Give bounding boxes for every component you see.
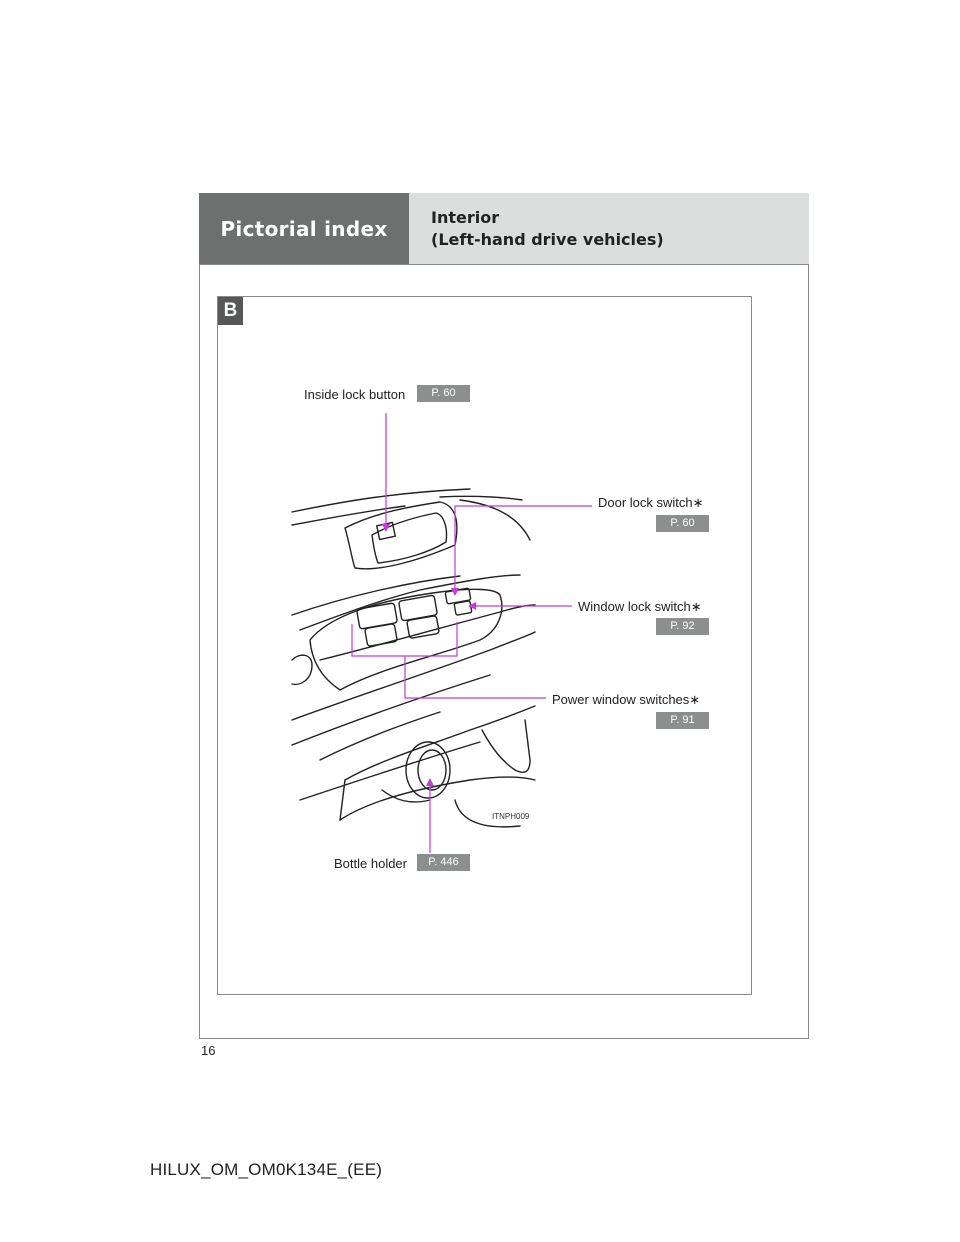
power-window-page-ref[interactable]: P. 91 [656,712,709,729]
power-window-label: Power window switches∗ [552,692,701,707]
door-pocket [345,706,535,780]
page-number: 16 [201,1043,216,1058]
upper-trim-line [292,489,470,512]
leader-door-lock-arrow [451,588,459,596]
window-lock-page-ref[interactable]: P. 92 [656,618,709,635]
window-lock-switch-shape [454,601,472,616]
leader-power-window [405,656,546,698]
lower-curve [300,742,480,800]
lower-trim-3 [320,712,440,760]
section-letter-badge: B [218,297,243,325]
bottle-holder-base [382,790,430,802]
armrest-edge [292,576,460,615]
handle-inner [372,513,447,563]
window-switch-1 [357,603,398,647]
inside-lock-page-ref[interactable]: P. 60 [417,385,470,402]
subtitle-line-1: Interior [431,207,500,227]
lower-trim-1 [292,632,535,720]
section-title: Pictorial index [199,193,409,264]
leader-window-lock-arrow [468,602,476,610]
leader-bottle-holder-arrow [426,778,434,786]
door-pull-recess [292,655,312,684]
leader-door-lock [455,506,592,592]
speaker-grille-edge [482,720,530,772]
document-code: HILUX_OM_OM0K134E_(EE) [150,1160,383,1179]
bottle-holder-label: Bottle holder [334,856,407,871]
door-lock-label: Door lock switch∗ [598,495,704,510]
subtitle-line-2: (Left-hand drive vehicles) [431,229,664,249]
door-lock-page-ref[interactable]: P. 60 [656,515,709,532]
leader-inside-lock-arrow [382,524,390,532]
inside-lock-label: Inside lock button [304,387,406,402]
armrest-top [440,496,522,500]
figure-id: ITNPH009 [492,812,530,821]
bottle-holder-page-ref[interactable]: P. 446 [417,854,470,871]
window-lock-label: Window lock switch∗ [578,599,702,614]
window-switch-2 [399,595,440,638]
